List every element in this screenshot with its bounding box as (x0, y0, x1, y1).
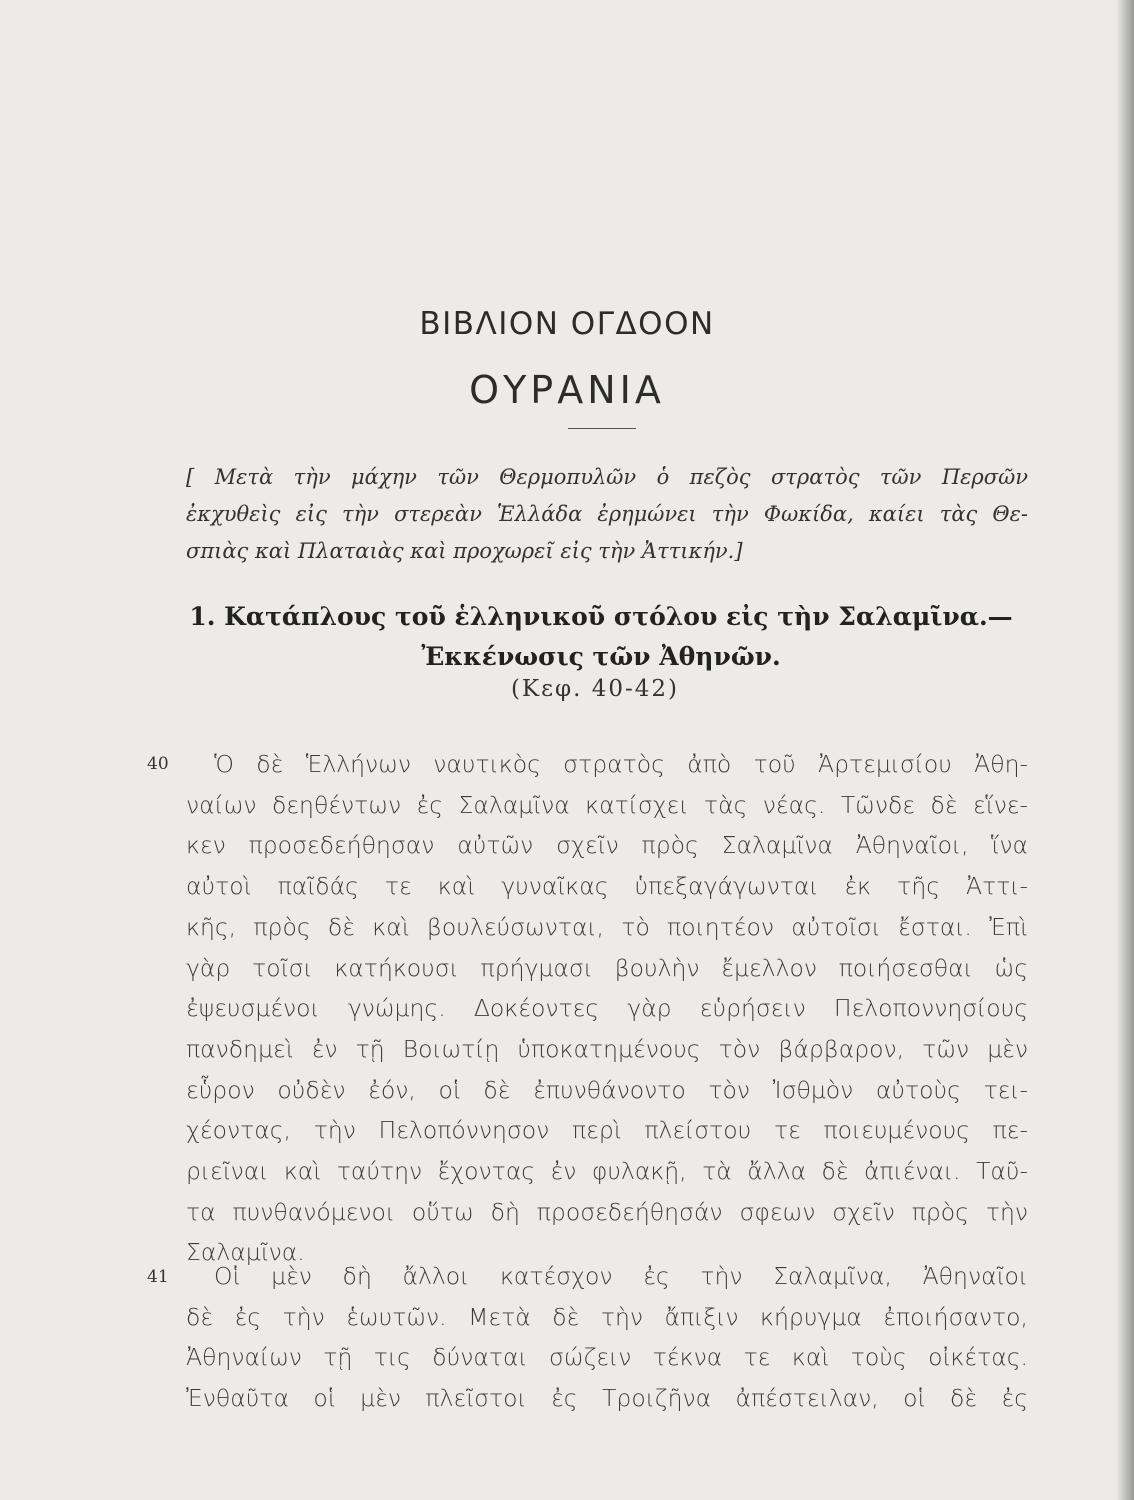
book-subtitle: ΟΥΡΑΝΙΑ (469, 368, 665, 412)
text-line: Ὁ δὲ Ἑλλήνων ναυτικὸς στρατὸς ἀπὸ τοῦ Ἀρτεμισίου Ἀθη- (214, 750, 1028, 778)
summary-line: [ Μετὰ τὴν μάχην τῶν Θερμοπυλῶν ὁ πεζὸς στρατὸς τῶν Περσῶν (186, 465, 1028, 489)
paragraph (186, 744, 1028, 1273)
title-divider (568, 428, 636, 429)
text-line: κῆς, πρὸς δὲ καὶ βουλεύσωνται, τὸ ποιητέον αὐτοῖσι ἔσται. Ἐπὶ (186, 912, 1028, 941)
summary-line: ἐκχυθεὶς εἰς τὴν στερεὰν Ἑλλάδα ἐρημώνει τὴν Φωκίδα, καίει τὰς Θε- (186, 502, 1028, 526)
section-heading-line: 1. Κατάπλους τοῦ ἑλληνικοῦ στόλου εἰς τὴν Σαλαμῖνα.— (189, 602, 1013, 631)
text-line: ἐψευσμένοι γνώμης. Δοκέοντες γὰρ εὑρήσειν Πελοποννησίους (186, 994, 1028, 1023)
text-line: κεν προσεδεήθησαν αὐτῶν σχεῖν πρὸς Σαλαμῖνα Ἀθηναῖοι, ἵνα (186, 831, 1028, 860)
text-line: Ἐνθαῦτα οἱ μὲν πλεῖστοι ἐς Τροιζῆνα ἀπέστειλαν, οἱ δὲ ἐς (186, 1384, 1028, 1413)
text-line: αὐτοὶ παῖδάς τε καὶ γυναῖκας ὑπεξαγάγωνται ἐκ τῆς Ἀττι- (186, 872, 1028, 901)
chapters-reference: (Κεφ. 40-42) (510, 676, 680, 702)
text-line: ναίων δεηθέντων ἐς Σαλαμῖνα κατίσχει τὰς νέας. Τῶνδε δὲ εἵνε- (186, 790, 1028, 819)
text-line: Σαλαμῖνα. (186, 1238, 305, 1267)
text-line: Ἀθηναίων τῇ τις δύναται σώζειν τέκνα τε καὶ τοὺς οἰκέτας. (186, 1343, 1028, 1372)
paragraph (186, 1256, 1028, 1419)
margin-number: 41 (147, 1267, 169, 1287)
section-heading (0, 597, 1134, 677)
text-line: τα πυνθανόμενοι οὕτω δὴ προσεδεήθησάν σφεων σχεῖν πρὸς τὴν (186, 1197, 1028, 1226)
section-heading-line: Ἐκκένωσις τῶν Ἀθηνῶν. (421, 642, 781, 671)
text-line: χέοντας, τὴν Πελοπόννησον περὶ πλείστου τε ποιευμένους πε- (186, 1116, 1028, 1145)
page-edge-shadow (1116, 0, 1134, 1500)
summary-line: σπιὰς καὶ Πλαταιὰς καὶ προχωρεῖ εἰς τὴν Ἀττικήν.] (186, 539, 743, 563)
text-line: εὗρον οὐδὲν ἐόν, οἱ δὲ ἐπυνθάνοντο τὸν Ἰσθμὸν αὐτοὺς τει- (186, 1075, 1028, 1104)
summary-note (186, 459, 1028, 570)
text-line: Οἱ μὲν δὴ ἄλλοι κατέσχον ἐς τὴν Σαλαμῖνα, Ἀθηναῖοι (214, 1262, 1028, 1290)
book-title: ΒΙΒΛΙΟΝ ΟΓΔΟΟΝ (419, 306, 715, 342)
margin-number: 40 (147, 754, 169, 774)
text-line: πανδημεὶ ἐν τῇ Βοιωτίῃ ὑποκατημένους τὸν βάρβαρον, τῶν μὲν (186, 1034, 1028, 1063)
text-line: ριεῖναι καὶ ταύτην ἔχοντας ἐν φυλακῇ, τὰ ἄλλα δὲ ἀπιέναι. Ταῦ- (186, 1157, 1028, 1186)
text-line: δὲ ἐς τὴν ἑωυτῶν. Μετὰ δὲ τὴν ἄπιξιν κήρυγμα ἐποιήσαντο, (186, 1302, 1028, 1331)
text-line: γὰρ τοῖσι κατήκουσι πρήγμασι βουλὴν ἔμελλον ποιήσεσθαι ὡς (186, 953, 1028, 982)
